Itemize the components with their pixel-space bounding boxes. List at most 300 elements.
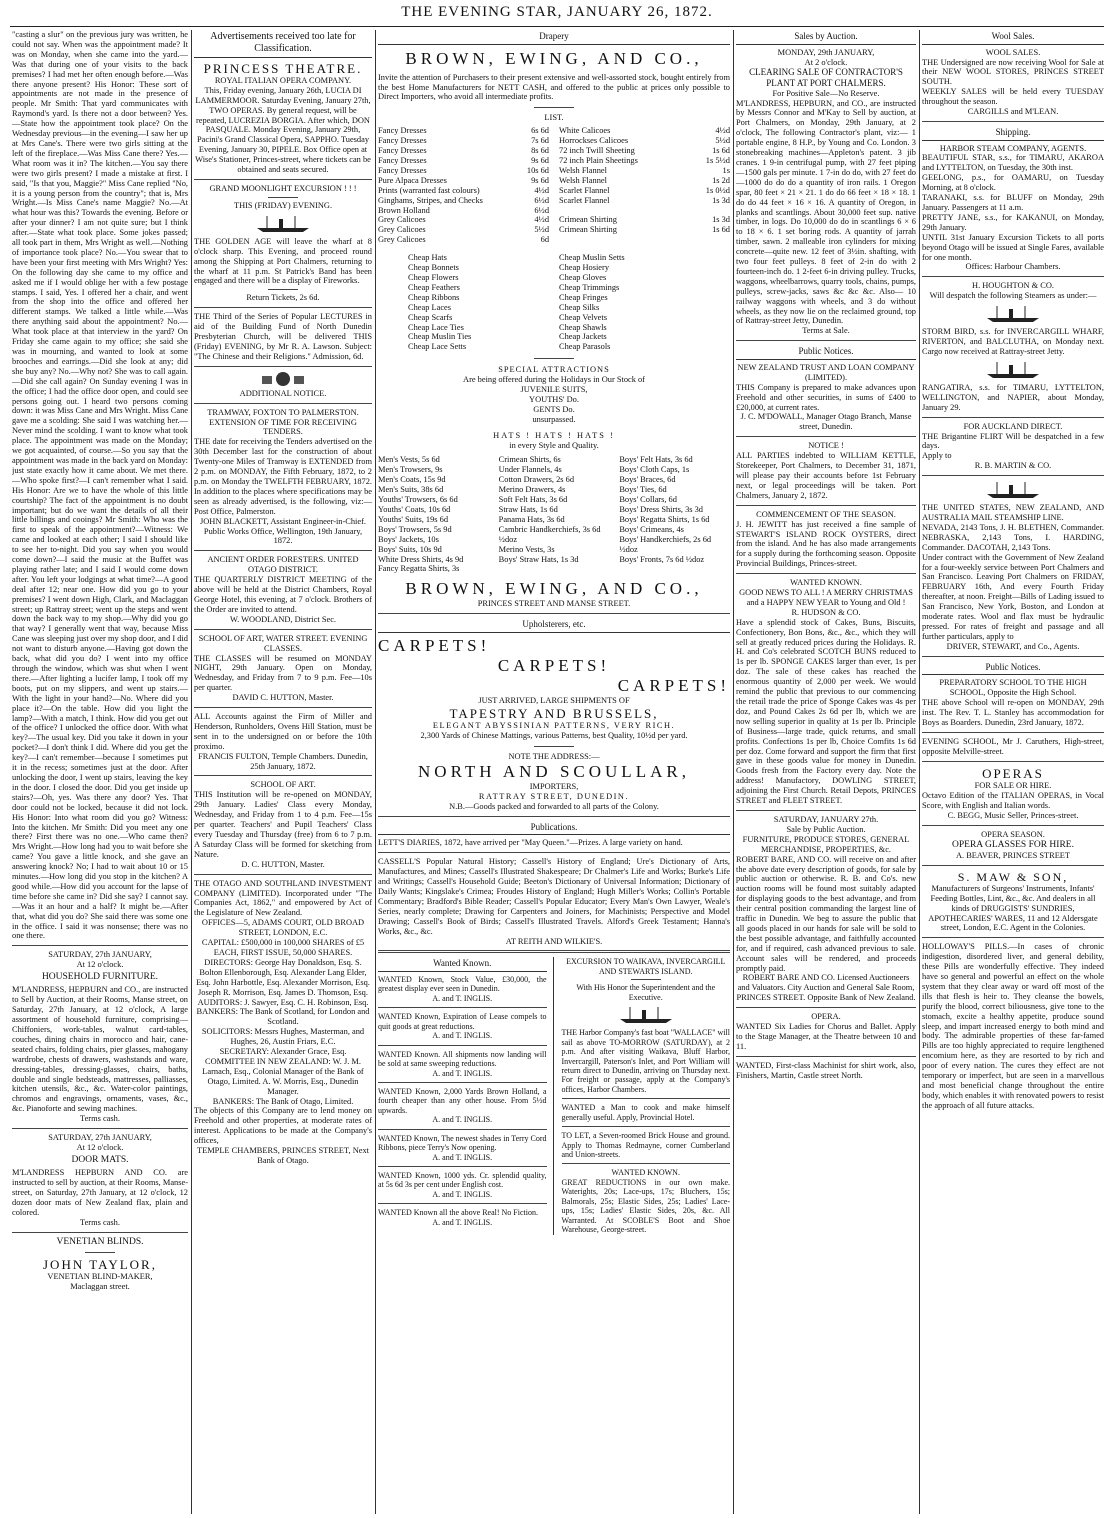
list-title: LIST. [544, 113, 564, 123]
investment-directors: DIRECTORS: George Hay Donaldson, Esq. S. Bolton Ellenborough, Esq. Alexander Lang Elder, Esq. John Harbottle, Esq. Alexander Morrison, Esq. Joseph R. Morrison, Esq. James D. Thomson, Esq. [196, 957, 370, 997]
lecture-body: THE Third of the Series of Popular LECTURES in aid of the Building Fund of North Dunedin Presbyterian Church, will be delivered THIS (Friday) EVENING, by Mr R. A. Lawson. Subject: "The Chinese and their Religions." Admission, 6d. [194, 312, 372, 361]
price-item: 72 inch Plain Sheetings [559, 156, 638, 165]
firm-title: BROWN, EWING, AND CO., [405, 48, 703, 68]
list-item: Boys' Felt Hats, 3s 6d [619, 455, 693, 465]
list-item: Boys' Trowsers, 5s 9d [378, 524, 452, 534]
blinds-trade: VENETIAN BLIND-MAKER, [47, 1272, 153, 1282]
sale-time: At 12 o'clock. [76, 960, 124, 970]
price-value: 1s 6d [712, 146, 730, 156]
column-4 [736, 30, 916, 1514]
divider [378, 1203, 547, 1204]
divider [378, 1045, 547, 1046]
storm-bird: STORM BIRD, s.s. for INVERCARGILL WHARF, RIVERTON, and BALCLUTHA, on Monday next. Cargo now received at Rattray-street Jetty. [922, 327, 1104, 356]
list-item: JUVENILE SUITS, [520, 385, 588, 395]
wool-body: THE Undersigned are now receiving Wool for Sale at their NEW WOOL STORES, PRINCES STREET SOUTH. [922, 57, 1104, 87]
investment-body: THE OTAGO AND SOUTHLAND INVESTMENT COMPANY (LIMITED). Incorporated under "The Companies Act, 1862," and empowered by Act of the Legislature of New Zealand. [194, 878, 372, 918]
hats-subtitle: in every Style and Quality. [509, 440, 599, 450]
divider [378, 852, 730, 853]
menswear-col-c [619, 455, 730, 574]
wanted-known-title: WANTED KNOWN. [790, 578, 862, 588]
list-item: Boys' Fronts, 7s 6d ½doz [619, 554, 705, 564]
divider [922, 937, 1104, 938]
price-value: 6½d [534, 195, 549, 205]
special-unsurpassed: unsurpassed. [532, 414, 576, 424]
tramway-subtitle: EXTENSION OF TIME FOR RECEIVING TENDERS. [209, 417, 357, 437]
menswear-col-a [378, 455, 489, 574]
waikava-body: THE Harbor Company's fast boat "WALLACE" will sail as above TO-MORROW (SATURDAY), at 2 p.m. And after visiting Waikava, Bluff Harbor, Invercargill, Paterson's Inlet, and Port William will return direct to Dunedin, arriving on Thursday next. For freight or passage, apply at the Company's offices, Harbor Chambers. [561, 1028, 730, 1094]
harbor-sailing: PRETTY JANE, s.s., for KAKANUI, on Monday, 29th January. [922, 212, 1104, 232]
divider [562, 1098, 731, 1099]
steamer-icon [983, 480, 1043, 500]
investment-bankers2: BANKERS: The Bank of Otago, Limited. [212, 1096, 354, 1106]
list-item: Boys' Regatta Shirts, 1s 6d [619, 514, 710, 524]
operas-body: Octavo Edition of the ITALIAN OPERAS, in Vocal Score, with English and Italian words. [922, 790, 1104, 810]
cheap-list [408, 253, 700, 352]
sale-title: CLEARING SALE OF CONTRACTOR'S PLANT AT PORT CHALMERS. [749, 67, 903, 89]
sale-subtitle: For Positive Sale—No Reserve. [772, 88, 880, 98]
operas-sub: FOR SALE OR HIRE. [974, 781, 1052, 790]
letts-diaries: LETT'S DIARIES, 1872, have arrived per "May Queen."—Prizes. A large variety on hand. [378, 838, 683, 848]
price-item: Grey Calicoes [378, 225, 426, 235]
price-list-right [559, 126, 730, 245]
art2-body: THIS Institution will be re-opened on MONDAY, 29th January. Ladies' Class every Monday, Wednesday, and Friday from 1 to 4 p.m. Fee—15s per quarter. Teachers' and Pupil Teachers' Class every Tuesday and Thursday (free) from 6 to 7 p.m. A Saturday Class will be formed for sketching from Nature. [194, 790, 372, 859]
price-value: 1s [722, 165, 730, 175]
price-row [378, 176, 549, 186]
divider [194, 775, 372, 776]
price-value: 7s 6d [531, 136, 549, 146]
price-row [559, 196, 730, 206]
list-item: Cheap Fringes [559, 292, 608, 302]
price-item: Crimean Shirting [559, 215, 617, 225]
divider [12, 1128, 188, 1129]
divider [922, 865, 1104, 866]
carpets-kinds: TAPESTRY AND BRUSSELS, [449, 705, 659, 721]
list-item: Cheap Lace Setts [408, 342, 467, 352]
investment-auditors: AUDITORS: J. Sawyer, Esq. C. H. Robinson, Esq. [197, 997, 369, 1007]
price-row [378, 206, 549, 216]
divider [922, 761, 1104, 762]
rangatira: RANGATIRA, s.s. for TIMARU, LYTTELTON, WELLINGTON, and NAPIER, about Monday, January 29. [922, 382, 1104, 412]
excursion-col [562, 957, 731, 1234]
coat-of-arms-icon [258, 371, 308, 387]
excursion-tickets: Return Tickets, 2s 6d. [246, 293, 320, 303]
sale-title: DOOR MATS. [71, 1154, 129, 1165]
ns-address: RATTRAY STREET, DUNEDIN. [478, 791, 630, 801]
accounts-body: ALL Accounts against the Firm of Miller and Henderson, Runholders, Ovens Hill Station, must be sent in to the undersigned on or before the 10th proximo. [194, 712, 372, 751]
price-item: Ginghams, Stripes, and Checks [378, 195, 483, 205]
court-report: "casting a slur" on the previous jury was written, he could not say. When was the appointment made? It was on Monday, when she came into the yard.—Was that during one of your visits to the back premises? I had met her often enough before.—Was there anyone present? His Honor: These sort of appointments are not made in the presence of people. Mr Smith: That yard communicates with Raymond's yard. Is there not a door between? Yes.—State how the appointment took place? On the Wednesday previous—in the evening—I saw her up at Mrs Cane's. There were two girls sitting at the left of the fireplace.—Was Miss Cane there? Yes.—What room was it in? The kitchen.—You say there were two girls present? I made a mistake at first. I said, "Is that you, Maggie?" Miss Cane replied "No, it is a young person from the country"; that is, Mrs Wright.—Is Miss Cane's name Maggie? No.—At what hour was this? Towards the evening. Before or after your dinner? I am not quite sure; but I think after.—State what took place. Some jokes passed; all took part in them, Mrs Wright as well.—Nothing of importance took place? No.—You swear that to have been your first meeting with Mrs Wright? Yes: On the following day she came to my office and asked me if I would oblige her with a few postage stamps. I said, Yes. I offered her a chair, and went from the shop into the office and offered her different stamps. We talked a little while.—Was there anything said about the appointment? No.—What took place at that interview in the yard? On Friday she came again to my office; she said she was in mourning, and wanted to look at some brooches and earrings.—Did she look at any; did she buy any? No.—Why not? She was to call again.—Did she call again? On Sunday evening I was in the office; I had the office door open, and could see persons going out. I heard two persons coming down: it was Miss Cane and Mrs Wright. Miss Cane gave me a scolding: She said I was watching her.—Never mind the scolding. I want to know what took place. The appointment was made on the Monday; we got acquainted, of course.—So you say that the appointment was made in the back yard on Monday: just state exactly how it came about. We met there.—Who spoke first?—I can't remember what I said. His Honor: Are we to have the whole of this little courtship? The fact of the appointment is no doubt important; but do we want the details of all their little billings and cooings? Mr Smith: Who was the first to speak of the appointment?—Witness: We came and looked at each other; I said I should like to see her to-night. Did you say when you would come down?—I said the music at the Buffet was playing rather late; and I said I would come down after. You left your lodgings at what time?—A good deal after 12; near one. How did you go to your premises? I went down High, Clark, and Maclaggan street; up Rattray street; went up the steps and went down the back way to my shop.—Why did you go that way? I generally went that way, because Miss Cane was sleeping just over my shop door, and I did not want to disturb anyone.—Having got down the back, what did you do? I went into my office through the window, which was shut when I went there.—After lighting a lucifer lamp, I took off my boots, put on my slippers, and went up stairs.—With the light in your hand?—No. Where did you place it?—On the table. How did you light the lamp?—With a match, I think. How did you get out of the office? I unlocked the office door. With what key?—The usual key. Did you take it down in your pocket?—I don't think I did. Where did you get the key?—I can't remember—because I sometimes put it in the recess; sometimes just at the door. After unlocking the door, I went up stairs, leaving the key in the door. I closed the door. Did you get inside up stairs?—Oh, yes. Was there any door? Yes. That door could not be locked, because it did not lock. His Honor: Into what room did you go? Witness: Into the kitchen. Mr Smith: Did you meet any one there? First there was no one.—Who came then? Mrs Wright.—How long had you to wait before she came? You gave a little knock, and she gave an answering knock? No; I had to wait about 10 or 15 minutes.—How long did you stop in the kitchen? A good while.—How did you account for the lapse of time before she came in? Did she say? I cannot say.—Was it an hour and a half? It might be.—After that, what did you do? She said there was some one in the office. I said it was nonsense; there was no one there. [12, 30, 188, 941]
us-mail-signature: DRIVER, STEWART, and Co., Agents. [946, 641, 1080, 651]
divider [562, 1163, 731, 1164]
sale-date: MONDAY, 29th JANUARY, [777, 47, 875, 57]
price-value: 6s 6d [531, 126, 549, 136]
flirt-signature: R. B. MARTIN & CO. [974, 461, 1052, 471]
carpets-patterns: ELEGANT ABYSSINIAN PATTERNS, VERY RICH. [432, 721, 676, 731]
hudson-name: R. HUDSON & CO. [791, 607, 861, 617]
carpets-arrived: JUST ARRIVED, LARGE SHIPMENTS OF [478, 696, 630, 706]
houghton-sub: Will despatch the following Steamers as under:— [929, 291, 1097, 301]
cheap-list-right [559, 253, 700, 352]
list-item: Cheap Lace Ties [408, 322, 464, 332]
wanted-known-sub: GOOD NEWS TO ALL ! A MERRY CHRISTMAS and a HAPPY NEW YEAR to Young and Old ! [739, 588, 913, 607]
list-item: Youths' Trowsers, 6s 6d [378, 495, 458, 505]
price-item: Fancy Dresses [378, 136, 427, 146]
wanted-known-ad: WANTED Known, 1000 yds. Cr. splendid quality, at 5s 6d 3s per cent under English cost. [378, 1171, 547, 1190]
divider [736, 1007, 916, 1008]
divider [736, 505, 916, 506]
excursion-when: THIS (FRIDAY) EVENING. [233, 200, 333, 210]
investment-committee: COMMITTEE IN NEW ZEALAND: W. J. M. Larnach, Esq., Colonial Manager of the Bank of Otago, Limited. A. W. Morris, Esq., Dunedin Manager. [202, 1056, 364, 1096]
cook-wanted: WANTED a Man to cook and make himself generally useful. Apply, Provincial Hotel. [561, 1103, 730, 1122]
list-item: Men's Suits, 38s 6d [378, 485, 444, 495]
investment-bankers: BANKERS: The Bank of Scotland, for London and Scotland. [196, 1007, 370, 1027]
price-row [559, 126, 730, 136]
divider [194, 179, 372, 180]
list-item: Boys' Suits, 10s 9d [378, 544, 442, 554]
divider [378, 1082, 547, 1083]
accounts-signature: FRANCIS FULTON, Temple Chambers. Dunedin, 25th January, 1872. [198, 751, 368, 771]
divider [378, 1166, 547, 1167]
price-row [559, 215, 730, 225]
menswear-col-b [499, 455, 610, 574]
sale-body: M'LANDRESS, HEPBURN and CO., are instructed to Sell by Auction, at their Rooms, Manse street, on Saturday, 27th January, at 12 o'clock, A large assortment of household furniture, comprising—Chiffoniers, work-tables, walnut card-tables, couches, dining chairs in morocco and hair, cane-seated chairs, folding chairs, pier glasses, mahogany wardrobe, chests of drawers, washstands and ware, dressing-tables, dressing-glasses, chairs, baths, double and single bedsteads, mattresses, palliasses, kitchen utensils, &c., &c. Water-color paintings, chromos and engravings, ornaments, vases, &c., &c. Pianoforte and sewing machines. [12, 985, 188, 1114]
investment-secretary: SECRETARY: Alexander Grace, Esq. [219, 1047, 347, 1057]
list-item: Cheap Laces [408, 302, 452, 312]
divider [194, 307, 372, 308]
art2-signature: D. C. HUTTON, Master. [241, 859, 325, 869]
list-item: Cheap Muslin Ties [408, 332, 472, 342]
beaver-name: A. BEAVER, PRINCES STREET [955, 850, 1071, 860]
divider [922, 417, 1104, 418]
list-item: Cheap Flowers [408, 272, 459, 282]
list-item: Cheap Shawls [559, 322, 607, 332]
price-list-left [378, 126, 549, 245]
price-row [559, 176, 730, 186]
price-row [559, 186, 730, 196]
list-item: Cheap Parasols [559, 342, 611, 352]
list-item: Men's Trowsers, 9s [378, 465, 443, 475]
divider [12, 1232, 188, 1233]
wanted-known-ad: WANTED Known, 2,000 Yards Brown Holland, a fourth cheaper than any other house. From 5½d upwards. [378, 1086, 547, 1115]
price-item: Prints (warranted fast colours) [378, 185, 480, 195]
header-rule [10, 26, 1104, 27]
art2-title: SCHOOL OF ART. [250, 780, 316, 790]
price-row [378, 126, 549, 136]
list-item: Cheap Ribbons [408, 292, 460, 302]
divider [922, 121, 1104, 122]
price-item: Scarlet Flannel [559, 185, 610, 195]
price-row [559, 146, 730, 156]
column-2 [194, 30, 372, 1514]
prep-title: PREPARATORY SCHOOL TO THE HIGH SCHOOL, Opposite the High School. [939, 678, 1087, 698]
column-divider [919, 30, 920, 1514]
price-item: Welsh Flannel [559, 175, 607, 185]
wanted-known-sign: A. and T. INGLIS. [432, 1189, 493, 1199]
price-row [378, 156, 549, 166]
list-item: Boys' Crimeans, 4s [619, 524, 684, 534]
divider [194, 629, 372, 630]
divider [562, 1126, 731, 1127]
price-row [559, 225, 730, 235]
harbor-offices: Offices: Harbour Chambers. [965, 262, 1061, 272]
price-value: 1s 0½d [705, 185, 730, 195]
nz-trust-signature: J. C. M'DOWALL, Manager Otago Branch, Manse street, Dunedin. [740, 412, 912, 432]
list-item: Cheap Bonnets [408, 263, 459, 273]
blinds-name: JOHN TAYLOR, [43, 1256, 157, 1272]
divider [534, 746, 574, 747]
sale-terms: Terms cash. [80, 1217, 120, 1227]
steamer-icon [253, 214, 313, 234]
theatre-title: PRINCESS THEATRE. [203, 60, 363, 76]
list-item: GENTS Do. [533, 404, 575, 414]
foresters-title: ANCIENT ORDER FORESTERS. UNITED OTAGO DISTRICT. [207, 555, 359, 575]
list-item: Cambric Handkerchiefs, 3s 6d ½doz [498, 524, 601, 544]
sale-body: M'LANDRESS, HEPBURN, and CO., are instructed by Messrs Connor and M'Kay to Sell by auction, at Port Chalmers, on Monday, 29th January, at 2 o'clock, The following Contractor's plant, viz:— 1 portable engine, 8 H.P., by Young and Co. London. 3 stonebreaking machines—Appleton's patent. 3 jib cranes. 1 9-in centrifugal pump, with 27 feet piping —1500 gals per minute. 1 7-in do do, with 27 feet do—1000 do do do a quantity of iron rails. 1 Oregon spar, 80 feet × 21 × 21. 1 do do 66 feet × 18 × 18. 1 do do 44 feet × 16 × 16. A quantity of Oregon, in planks and scantlings. About 30,000 feet sup. native timber, in logs. Do 10,000 do do in scantlings 6 × 6 to 18 × 6. 1 set boring rods. A quantity of jarrah timber, sawn. 2 malleable iron cylinders for mixing concrete—quite new. 12 feet of 3½in. shafting, with two four feet pulleys. 8 feet of 2-in do with 2 fourteen-inch do. 1 2-feet 6-in driving pulley. Trucks, waggons, wheelbarrows, quarry tools, chains, pumps, pulleys, screw-jacks, saws &c &c &c. Also— 10 railway waggons with wheels, and 3 do without wheels, as they now lie on the reclaimed ground, top of Rattray-street Jetty, Dunedin. [736, 98, 916, 326]
sale-body: ROBERT BARE, AND CO. will receive on and after the above date every description of goods, for sale by public auction or otherwise. R. B. and Co's. new auction rooms will be found most suitably adapted for displaying goods to the best advantage, and from their central position commanding the largest line of traffic in Dunedin. We beg to assure the public that all goods placed in our hands for sale will be sold to the best possible advantage, and faithfully accounted for, and if required, cash advanced previous to sale. Account sales will be rendered, and proceeds promptly paid. [736, 854, 916, 973]
section-heading: Wanted Known. [378, 957, 547, 972]
ns-note: N.B.—Goods packed and forwarded to all parts of the Colony. [449, 801, 659, 811]
firm-address: PRINCES STREET AND MANSE STREET. [477, 599, 631, 609]
price-row [378, 225, 549, 235]
list-item: Boys' Dress Shirts, 3s 3d [619, 505, 703, 514]
great-reductions-body: GREAT REDUCTIONS in our own make. Waterights, 20s; Lace-ups, 17s; Bluchers, 15s; Balmorals, 25s; Elastic Sides, 25s; Ladies' Lace-ups, 15s; Ladies' Elastic Sides, 20s, &c. All Warranted. At SCOBLE'S Boot and Shoe Warehouse, George-street. [561, 1177, 730, 1235]
wool-signature: CARGILLS and M'LEAN. [967, 107, 1059, 117]
holloway-pills: HOLLOWAY'S PILLS.—In cases of chronic indigestion, disordered liver, and general debility, these Pills are wonderfully effective. They indeed have so general and powerful an effect on the whole system that they clear away or ward off most of the ills that flesh is heir to. They cleanse the bowels, purify the blood, correct biliousness, give tone to the stomach, excite a healthy appetite, produce sound sleep, and impart increased energy to both mind and body. The admirable properties of these far-famed Pills are too highly appreciated to require lengthened encomium here, as they are resorted to by rich and poor of every nation. The cures they effect are not temporary or imperfect, but are seen in a marvellous and most beneficial change throughout the entire body, which enables it with renovated powers to resist the approach of all future attacks. [922, 942, 1104, 1110]
divider [194, 707, 372, 708]
list-item: Boys' Collars, 6d [619, 495, 677, 505]
price-row [559, 235, 730, 245]
cassell-books: CASSELL'S Popular Natural History; Cassell's History of England; Ure's Dictionary of Arts, Manufactures, and Mines; Cassell's Illustrated Shakespeare; Dr Chalmer's Life and Works; Burke's Life and Writings; Cassell's Household Guide; Beeton's Dictionary of Universal Information; Dictionary of Daily Wants; Kingslake's Crimea; Froudes History of England; Hugh Miller's Works; Collin's Portable Commentary; Bradford's Bible Reader; Cassell's Popular Educator; Every Man's Own Lawyer, Weale's Series, nearly complete; Drawing for Carpenters and Joiners, for Machinists; Perspective and Model Drawing; Cassell's Book of Birds; Cassell's Illustrated Travels. Alford's Greek Testament; Hanna's Works, &c., &c. [378, 857, 730, 936]
wanted-known-sign: A. and T. INGLIS. [432, 1115, 493, 1125]
sale-terms: Terms at Sale. [802, 326, 850, 336]
price-row [378, 146, 549, 156]
wanted-known-ad: WANTED Known, Expiration of Lease compels to quit goods at great reductions. [378, 1012, 547, 1031]
list-item: Boys' Handkerchiefs, 2s 6d ½doz [619, 534, 712, 554]
list-item: Under Flannels, 4s [498, 465, 562, 475]
price-row [378, 215, 549, 225]
list-item: Cheap Jackets [559, 332, 607, 342]
price-value: 8s 6d [531, 146, 549, 156]
price-value: 5½d [534, 225, 549, 235]
divider [194, 366, 372, 367]
column-divider [375, 30, 376, 1514]
price-item: Pure Alpaca Dresses [378, 175, 447, 185]
wool-title: WOOL SALES. [985, 47, 1041, 57]
section-heading: Public Notices. [922, 661, 1104, 676]
carpets-2: CARPETS! [497, 655, 611, 675]
divider [378, 613, 730, 614]
to-let: TO LET, a Seven-roomed Brick House and ground. Apply to Thomas Redmayne, corner Cumberland and Union-streets. [561, 1131, 730, 1159]
divider [736, 573, 916, 574]
price-item: Horrockses Calicoes [559, 136, 629, 146]
section-heading: Shipping. [922, 126, 1104, 141]
list-item: Cheap Gloves [559, 272, 607, 282]
price-value: 1s 3d [712, 215, 730, 225]
list-item: Merino Drawers, 4s [498, 485, 566, 495]
price-value: 5½d [715, 136, 730, 146]
great-reductions-title: WANTED KNOWN. [611, 1168, 680, 1178]
wanted-known-sign: A. and T. INGLIS. [432, 1068, 493, 1078]
hats-title: HATS ! HATS ! HATS ! [493, 430, 615, 440]
us-mail-title: THE UNITED STATES, NEW ZEALAND, AND AUSTRALIA MAIL STEAMSHIP LINE. [922, 503, 1104, 523]
divider [378, 1129, 547, 1130]
divider [534, 358, 574, 359]
art-body: THE CLASSES will be resumed on MONDAY NIGHT, 29th January. Open on Monday, Wednesday, and Friday from 7 to 9 p.m. Fee—10s per quarter. [194, 653, 372, 693]
nz-trust-body: THIS Company is prepared to make advances upon Freehold and other securities, in sums of £400 to £20,000, at current rates. [736, 382, 916, 412]
divider [631, 979, 661, 980]
divider [736, 810, 916, 811]
page-header: THE EVENING STAR, JANUARY 26, 1872. [401, 4, 713, 20]
divider [922, 475, 1104, 476]
ns-importers: IMPORTERS, [529, 782, 579, 792]
maw-title: S. MAW & SON, [957, 869, 1069, 884]
wool-weekly: WEEKLY SALES will be held every TUESDAY throughout the season. [922, 87, 1104, 107]
list-item: Cheap Scarfs [408, 312, 453, 322]
opera-glasses: OPERA GLASSES FOR HIRE. [952, 839, 1074, 850]
cassell-signature: AT REITH AND WILKIE'S. [505, 936, 603, 946]
notice-title: ADDITIONAL NOTICE. [239, 388, 327, 398]
wanted-known-sign: A. and T. INGLIS. [432, 1152, 493, 1162]
list-item: Cheap Silks [559, 302, 600, 312]
divider [194, 403, 372, 404]
price-item: Fancy Dresses [378, 165, 427, 175]
us-mail-ships: NEVADA, 2143 Tons, J. H. BLETHEN, Commander. NEBRASKA, 2,143 Tons, I. HARDING, Commander. DACOTAH, 2,143 Tons. [922, 522, 1104, 552]
carpets-matting: 2,300 Yards of Chinese Mattings, various Patterns, best Quality, 10½d per yard. [420, 731, 688, 741]
divider [194, 874, 372, 875]
price-value: 9s 6d [531, 156, 549, 165]
price-item: Brown Holland [378, 205, 430, 215]
price-row [378, 196, 549, 206]
maw-body: Manufacturers of Surgeons' Instruments, Infants' Feeding Bottles, Lint, &c., &c. And dealers in all kinds of DRUGGISTS' SUNDRIES, APOTHECARIES' WARES, 11 and 12 Aldersgate street, London, E.C. Agent in the Colonies. [928, 883, 1098, 933]
price-item: Fancy Dresses [378, 146, 427, 156]
notice-title: NOTICE ! [808, 441, 844, 451]
operas-title: OPERAS [982, 765, 1044, 781]
us-mail-body: Under contract with the Government of New Zealand for a four-weekly service between Port Chalmers and San Francisco. Leaving Port Chalmers on FRIDAY, FEBRUARY 16th, And every Fourth Friday thereafter, at noon. Freight—Bills of Lading issued to San Francisco, New York, Boston, and London at moderate rates. Wool and flax must be hydraulic pressed. For rates of freight and passage and all further particulars, apply to [922, 552, 1104, 641]
divider [922, 276, 1104, 277]
theatre-body: This, Friday evening, January 26th, LUCIA DI LAMMERMOOR. Saturday Evening, January 27th, TWO OPERAS. By general request, will be repeated, LUCREZIA BORGIA. After which, DON PASQUALE. Monday Evening, January 29th, Pacini's Grand Classical Opera, SAPPHO. Tuesday Evening, January 30, PIPELE. Box Office open at Wise's Stationer, Princes-street, where tickets can be obtained and seats secured. [195, 85, 371, 175]
price-item: Fancy Dresses [378, 126, 427, 136]
price-item: Fancy Dresses [378, 156, 427, 165]
opera-season-title: OPERA SEASON. [981, 829, 1045, 839]
list-item: Panama Hats, 3s 6d [498, 514, 565, 524]
section-heading: Drapery [378, 30, 730, 45]
list-item: Straw Hats, 1s 6d [498, 505, 558, 514]
list-item: Soft Felt Hats, 3s 6d [498, 495, 568, 505]
special-subtitle: Are being offered during the Holidays in Our Stock of [463, 375, 645, 385]
steamer-icon [983, 304, 1043, 324]
section-heading: Publications. [378, 821, 730, 836]
price-row [559, 156, 730, 166]
sale-subtitle: Sale by Public Auction. [786, 824, 866, 834]
divider [922, 732, 1104, 733]
price-item: Scarlet Flannel [559, 195, 610, 205]
season-body: J. H. JEWITT has just received a fine sample of STEWART'S ISLAND ROCK OYSTERS, direct from the island. And he has also made arrangements for a supply during the forthcoming season. Opposite Provincial Buildings, Princes-street. [736, 519, 916, 569]
list-item: Cheap Velvets [559, 312, 607, 322]
harbor-sailing: UNTIL 31st January Excursion Tickets to all ports beyond Otago will be issued at Single Fares, available for one month. [922, 232, 1104, 262]
price-row [559, 166, 730, 176]
price-value: 1s 5½d [705, 156, 730, 165]
divider [534, 107, 574, 108]
harbor-sailing: TARANAKI, s.s. for BLUFF on Monday, 29th January. Passengers at 11 a.m. [922, 193, 1104, 212]
list-item: White Dress Shirts, 4s 9d [378, 554, 464, 564]
tramway-title: TRAMWAY, FOXTON TO PALMERSTON. [207, 407, 359, 417]
prep-body: THE above School will re-open on MONDAY, 29th inst. The Rev. T. L. Stanley has accommodation for Boys as Boarders. Dunedin, 23rd January, 1872. [922, 698, 1104, 727]
list-item: Cheap Feathers [408, 282, 460, 292]
sale-terms: Terms cash. [80, 1114, 120, 1124]
divider [736, 340, 916, 341]
divider [85, 1252, 115, 1253]
drapery-intro: Invite the attention of Purchasers to their present extensive and well-assorted stock, bought entirely from the best Home Manufacturers for NETT CASH, and offered to the public at prices only possible to Direct Importers, who avoid all intermediate profits. [378, 72, 730, 102]
price-item: Crimean Shirting [559, 225, 617, 235]
divider [194, 550, 372, 551]
price-item: Grey Calicoes [378, 215, 426, 225]
special-items [378, 385, 730, 415]
price-value: 1s 6d [712, 225, 730, 235]
machinist-wanted: WANTED, First-class Machinist for shirt work, also, Finishers, Martin, Castle street North. [736, 1060, 916, 1080]
sale-date: SATURDAY, 27th JANUARY, [48, 950, 152, 960]
list-item: Boys' Ties, 6d [619, 485, 667, 495]
sale-date: SATURDAY, 27th JANUARY, [48, 1133, 152, 1143]
art-signature: DAVID C. HUTTON, Master. [232, 693, 334, 703]
sale-time: At 2 o'clock. [804, 57, 848, 67]
price-value: 1s 2d [712, 175, 730, 185]
list-item: Cheap Hosiery [559, 263, 610, 273]
price-row [378, 136, 549, 146]
list-item: Fancy Regatta Shirts, 3s [378, 564, 460, 574]
excursion-title: GRAND MOONLIGHT EXCURSION ! ! ! [209, 183, 357, 193]
bottom-split [378, 957, 730, 1234]
opera-body: WANTED Six Ladies for Chorus and Ballet. Apply to the Stage Manager, at the Theatre between 10 and 11. [736, 1022, 916, 1051]
wanted-known-sign: A. and T. INGLIS. [432, 993, 493, 1003]
list-item: Youths' Coats, 10s 6d [378, 505, 451, 514]
excursion-body: THE GOLDEN AGE will leave the wharf at 8 o'clock sharp. This Evening, and proceed round among the Shipping at Port Chalmers, returning to the wharf at 11 p.m. St Patrick's Band has been engaged and there will be a display of Fireworks. [194, 236, 372, 286]
divider [12, 945, 188, 946]
hudson-body: Have a splendid stock of Cakes, Buns, Biscuits, Confectionery, Bon Bons, &c., &c., which they will sell at greatly reduced prices during the Holidays. R. H. and Co's celebrated SCOTCH BUNS reduced to 1s per lb. SPONGE CAKES larger than ever, 1s per doz. The sale of these cakes has reached the enormous quantity of 2,000 per week. We would remind the public that previous to our commencing the retail trade the price of Sponge Cakes was 4s per doz, and Pound Cakes 2s 6d per lb, which we are now selling superior in quality at 1s per lb. Principle of Business—large trade, quick returns, and small profits. Confections 1s per lb, Choice Comfits 1s 6d per doz. Come forward and support the firm that first gave in these goods value for money in Dunedin. Goods fresh from the Factory every day. Note the address! Manufactory, DOWLING STREET, adjoining the First Church. Retail Depots, PRINCES STREET and FLEET STREET. [736, 617, 916, 806]
sale-title: HOUSEHOLD FURNITURE. [41, 972, 159, 983]
list-item: Youths' Suits, 19s 6d [378, 514, 449, 524]
column-1 [12, 30, 188, 1514]
list-item: Cheap Trimmings [559, 282, 620, 292]
houghton-name: H. HOUGHTON & CO. [972, 281, 1054, 291]
opera-title: OPERA. [811, 1012, 841, 1022]
foresters-body: THE QUARTERLY DISTRICT MEETING of the above will be held at the District Chambers, Royal George Hotel, this evening, at 7 o'clock. Brothers of the Order are invited to attend. [194, 575, 372, 614]
divider [736, 1056, 916, 1057]
price-row [559, 136, 730, 146]
harbor-sailing: GEELONG, p.s., for OAMARU, on Tuesday Morning, at 8 o'clock. [922, 173, 1104, 193]
section-heading: Upholsterers, etc. [378, 618, 730, 633]
investment-capital: CAPITAL: £500,000 in 100,000 SHARES of £5 EACH, FIRST ISSUE, 50,000 SHARES. [201, 938, 365, 957]
list-item: Boys' Cloth Caps, 1s [619, 465, 690, 475]
price-value: 4½d [534, 215, 549, 225]
investment-offices: OFFICES—5, ADAMS COURT, OLD BROAD STREET, LONDON, E.C. [201, 918, 365, 938]
list-item: Cheap Muslin Setts [559, 253, 625, 263]
list-item: Crimean Shirts, 6s [498, 455, 561, 465]
section-heading: Public Notices. [736, 345, 916, 360]
divider [378, 816, 730, 817]
price-value: 10s 6d [526, 165, 549, 175]
divider [268, 289, 298, 290]
art-title: SCHOOL OF ART, WATER STREET. EVENING CLASSES. [198, 633, 368, 653]
list-item: Merino Vests, 3s [498, 544, 555, 554]
blinds-title: VENETIAN BLINDS. [56, 1236, 144, 1247]
price-value: 4½d [715, 126, 730, 136]
harbor-sailing: BEAUTIFUL STAR, s.s., for TIMARU, AKAROA and LYTTELTON, on Tuesday, the 30th inst. [922, 153, 1104, 173]
special-title: SPECIAL ATTRACTIONS [498, 365, 610, 375]
price-row [378, 186, 549, 196]
price-list [378, 126, 730, 245]
wanted-known-ad: WANTED Known. All shipments now landing will be sold at same sweeping reductions. [378, 1049, 547, 1069]
price-item: 72 inch Twill Sheeting [559, 146, 635, 156]
